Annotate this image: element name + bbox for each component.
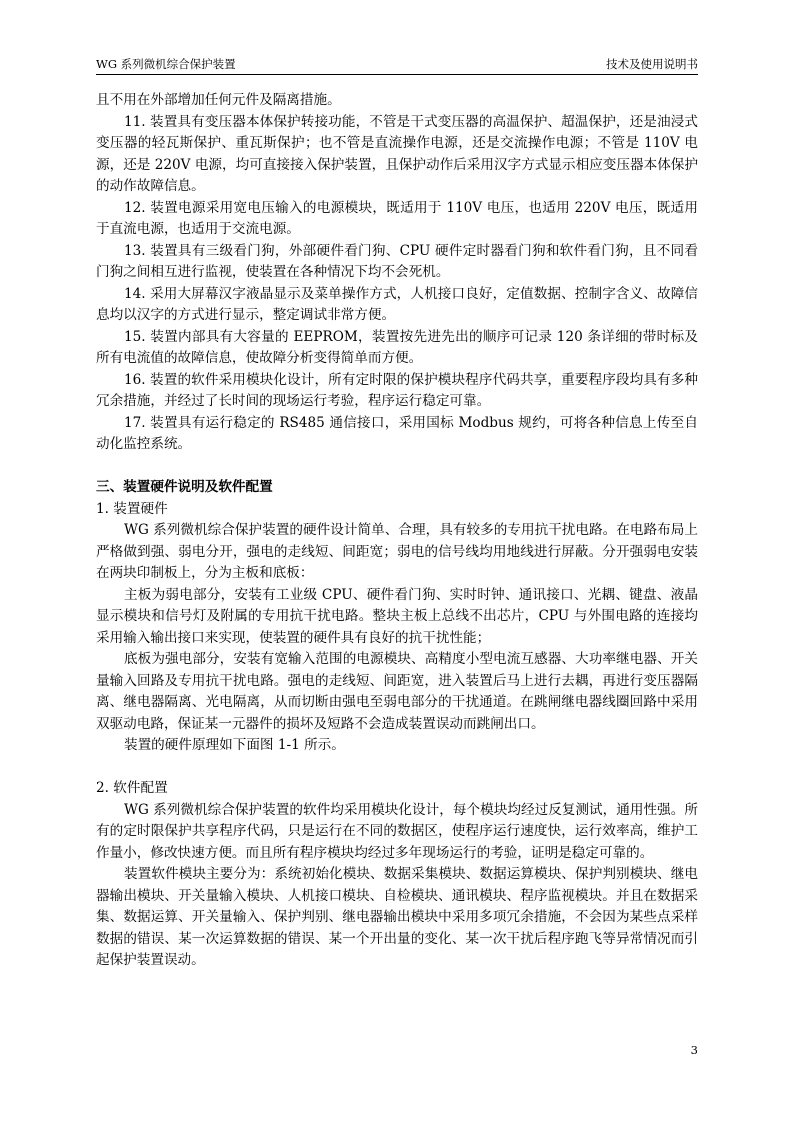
header-title: WG 系列微机综合保护装置 — [96, 57, 236, 71]
subsection-heading-hardware: 1. 装置硬件 — [96, 500, 168, 517]
paragraph-baseboard: 底板为强电部分，安装有宽输入范围的电源模块、高精度小型电流互感器、大功率继电器、开关量输入回路及专用抗干扰电路。强电的走线短、间距宽，进入装置后马上进行去耦，再进行变压器隔离、继电器隔离、光电隔离，从而切断由强电至弱电部分的干扰通道。在跳闸继电器线圈回路中采用双驱动电路，保证某一元器件的损坏及短路不会造成装置误动而跳闸出口。 — [96, 651, 698, 732]
paragraph-item-17: 17. 装置具有运行稳定的 RS485 通信接口，采用国标 Modbus 规约，可将各种信息上传至自动化监控系统。 — [96, 414, 698, 452]
page-header — [96, 52, 698, 75]
paragraph-item-15: 15. 装置内部具有大容量的 EEPROM，装置按先进先出的顺序可记录 120 条详细的带时标及所有电流值的故障信息，使故障分析变得简单而方便。 — [96, 328, 698, 366]
header-doc-type: 技术及使用说明书 — [606, 57, 698, 71]
subsection-heading-software: 2. 软件配置 — [96, 780, 168, 796]
paragraph-item-11: 11. 装置具有变压器本体保护转接功能，不管是干式变压器的高温保护、超温保护，还是油浸式变压器的轻瓦斯保护、重瓦斯保护；也不管是直流操作电源，还是交流操作电源；不管是 110V 电源，还是 220V 电源，均可直接接入保护装置，且保护动作后采用汉字方式显示相应变压器本体保护的动作故障信息。 — [96, 113, 698, 194]
section-heading: 三、装置硬件说明及软件配置 — [96, 479, 273, 495]
paragraph-mainboard: 主板为弱电部分，安装有工业级 CPU、硬件看门狗、实时时钟、通讯接口、光耦、键盘、液晶显示模块和信号灯及附属的专用抗干扰电路。整块主板上总线不出芯片，CPU 与外围电路的连接均采用输入输出接口来实现，使装置的硬件具有良好的抗干扰性能； — [96, 586, 698, 646]
paragraph-figure-reference: 装置的硬件原理如下面图 1-1 所示。 — [124, 737, 345, 753]
paragraph-item-13: 13. 装置具有三级看门狗，外部硬件看门狗、CPU 硬件定时器看门狗和软件看门狗，且不同看门狗之间相互进行监视，使装置在各种情况下均不会死机。 — [96, 242, 698, 280]
paragraph-hardware-intro: WG 系列微机综合保护装置的硬件设计简单、合理，具有较多的专用抗干扰电路。在电路布局上严格做到强、弱电分开，强电的走线短、间距宽；弱电的信号线均用地线进行屏蔽。分开强弱电安装在两块印制板上，分为主板和底板： — [96, 522, 698, 581]
paragraph-item-14: 14. 采用大屏幕汉字液晶显示及菜单操作方式，人机接口良好，定值数据、控制字含义、故障信息均以汉字的方式进行显示，整定调试非常方便。 — [96, 285, 698, 323]
document-body — [96, 90, 698, 972]
paragraph-item-16: 16. 装置的软件采用模块化设计，所有定时限的保护模块程序代码共享，重要程序段均具有多种冗余措施，并经过了长时间的现场运行考验，程序运行稳定可靠。 — [96, 371, 698, 409]
paragraph-continuation: 且不用在外部增加任何元件及隔离措施。 — [96, 92, 341, 108]
page-number: 3 — [690, 1043, 698, 1057]
paragraph-software-intro: WG 系列微机综合保护装置的软件均采用模块化设计，每个模块均经过反复测试，通用性强。所有的定时限保护共享程序代码，只是运行在不同的数据区，使程序运行速度快，运行效率高，维护工作量小，修改快速方便。而且所有程序模块均经过多年现场运行的考验，证明是稳定可靠的。 — [96, 801, 698, 861]
paragraph-item-12: 12. 装置电源采用宽电压输入的电源模块，既适用于 110V 电压，也适用 220V 电压，既适用于直流电源，也适用于交流电源。 — [96, 199, 698, 237]
paragraph-software-modules: 装置软件模块主要分为：系统初始化模块、数据采集模块、数据运算模块、保护判别模块、继电器输出模块、开关量输入模块、人机接口模块、自检模块、通讯模块、程序监视模块。并且在数据采集、数据运算、开关量输入、保护判别、继电器输出模块中采用多项冗余措施，不会因为某些点采样数据的错误、某一次运算数据的错误、某一个开出量的变化、某一次干扰后程序跑飞等异常情况而引起保护装置误动。 — [96, 866, 698, 968]
